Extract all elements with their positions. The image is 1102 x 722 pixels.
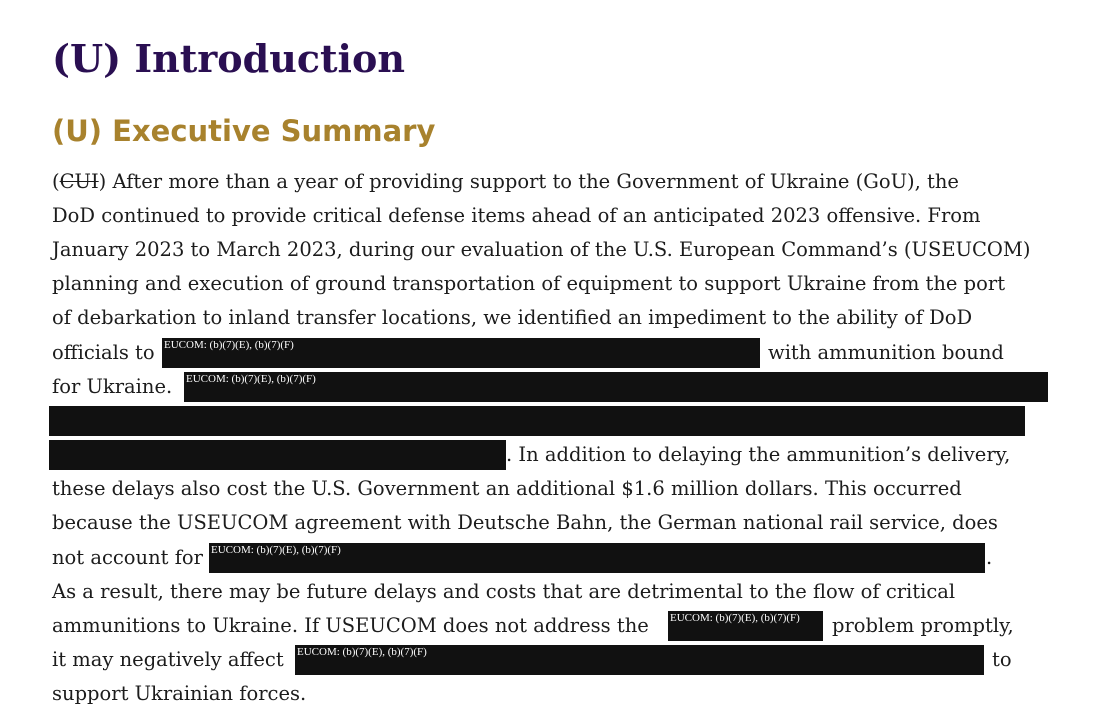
redaction-box (49, 406, 1025, 436)
text-line (52, 575, 955, 609)
line-text: for Ukraine. (52, 375, 173, 398)
text-line (768, 336, 1004, 370)
text-line (992, 643, 1012, 677)
text-line (52, 472, 962, 506)
line-text: January 2023 to March 2023, during our evaluation of the U.S. European Command’s (USEUCOM) (52, 238, 1031, 261)
redaction-label: EUCOM: (b)(7)(E), (b)(7)(F) (670, 612, 800, 624)
redaction-box (49, 440, 506, 470)
line-text: officials to (52, 341, 155, 364)
line-text: DoD continued to provide critical defense items ahead of an anticipated 2023 offensive. From (52, 204, 981, 227)
redaction-label: EUCOM: (b)(7)(E), (b)(7)(F) (211, 544, 341, 556)
text-line (506, 438, 1010, 472)
line-text: As a result, there may be future delays and costs that are detrimental to the flow of critical (52, 580, 956, 603)
line-text: problem promptly, (832, 614, 1014, 637)
line-text: support Ukrainian forces. (52, 682, 307, 705)
text-line (52, 506, 998, 540)
text-line (52, 677, 306, 711)
text-line (52, 267, 1005, 301)
line-text: of debarkation to inland transfer locations, we identified an impediment to the ability of DoD (52, 306, 973, 329)
line-text: ammunitions to Ukraine. If USEUCOM does not address the (52, 614, 649, 637)
cui-marking: CUI (59, 170, 99, 193)
text-line (52, 336, 155, 370)
text-line (52, 370, 172, 404)
text-line (52, 233, 1031, 267)
redaction-label: EUCOM: (b)(7)(E), (b)(7)(F) (297, 646, 427, 658)
line-text: these delays also cost the U.S. Government an additional $1.6 million dollars. This occurred (52, 477, 962, 500)
line-text: with ammunition bound (768, 341, 1004, 364)
redaction-box (209, 543, 985, 573)
line-text: . In addition to delaying the ammunition’s delivery, (506, 443, 1011, 466)
text-line (52, 541, 203, 575)
redaction-box (295, 645, 984, 675)
text-line (52, 301, 972, 335)
page-title: (U) Introduction (52, 36, 405, 81)
redaction-label: EUCOM: (b)(7)(E), (b)(7)(F) (164, 339, 294, 351)
line-text: . (986, 546, 993, 569)
redaction-box (162, 338, 760, 368)
line-text: planning and execution of ground transportation of equipment to support Ukraine from the port (52, 272, 1006, 295)
redaction-box (184, 372, 1048, 402)
section-heading: (U) Executive Summary (52, 114, 436, 148)
text-line (52, 643, 284, 677)
redaction-box (668, 611, 823, 641)
text-line (832, 609, 1014, 643)
line-text: because the USEUCOM agreement with Deutsche Bahn, the German national rail service, does (52, 511, 998, 534)
line-text: to (992, 648, 1012, 671)
text-line (52, 609, 649, 643)
text-line (986, 541, 992, 575)
text-line (52, 199, 981, 233)
redaction-label: EUCOM: (b)(7)(E), (b)(7)(F) (186, 373, 316, 385)
line-text: not account for (52, 546, 203, 569)
marking-open: ( (52, 170, 60, 193)
text-line (52, 165, 959, 199)
line-text: it may negatively affect (52, 648, 284, 671)
line-text: ) After more than a year of providing support to the Government of Ukraine (GoU), the (98, 170, 959, 193)
